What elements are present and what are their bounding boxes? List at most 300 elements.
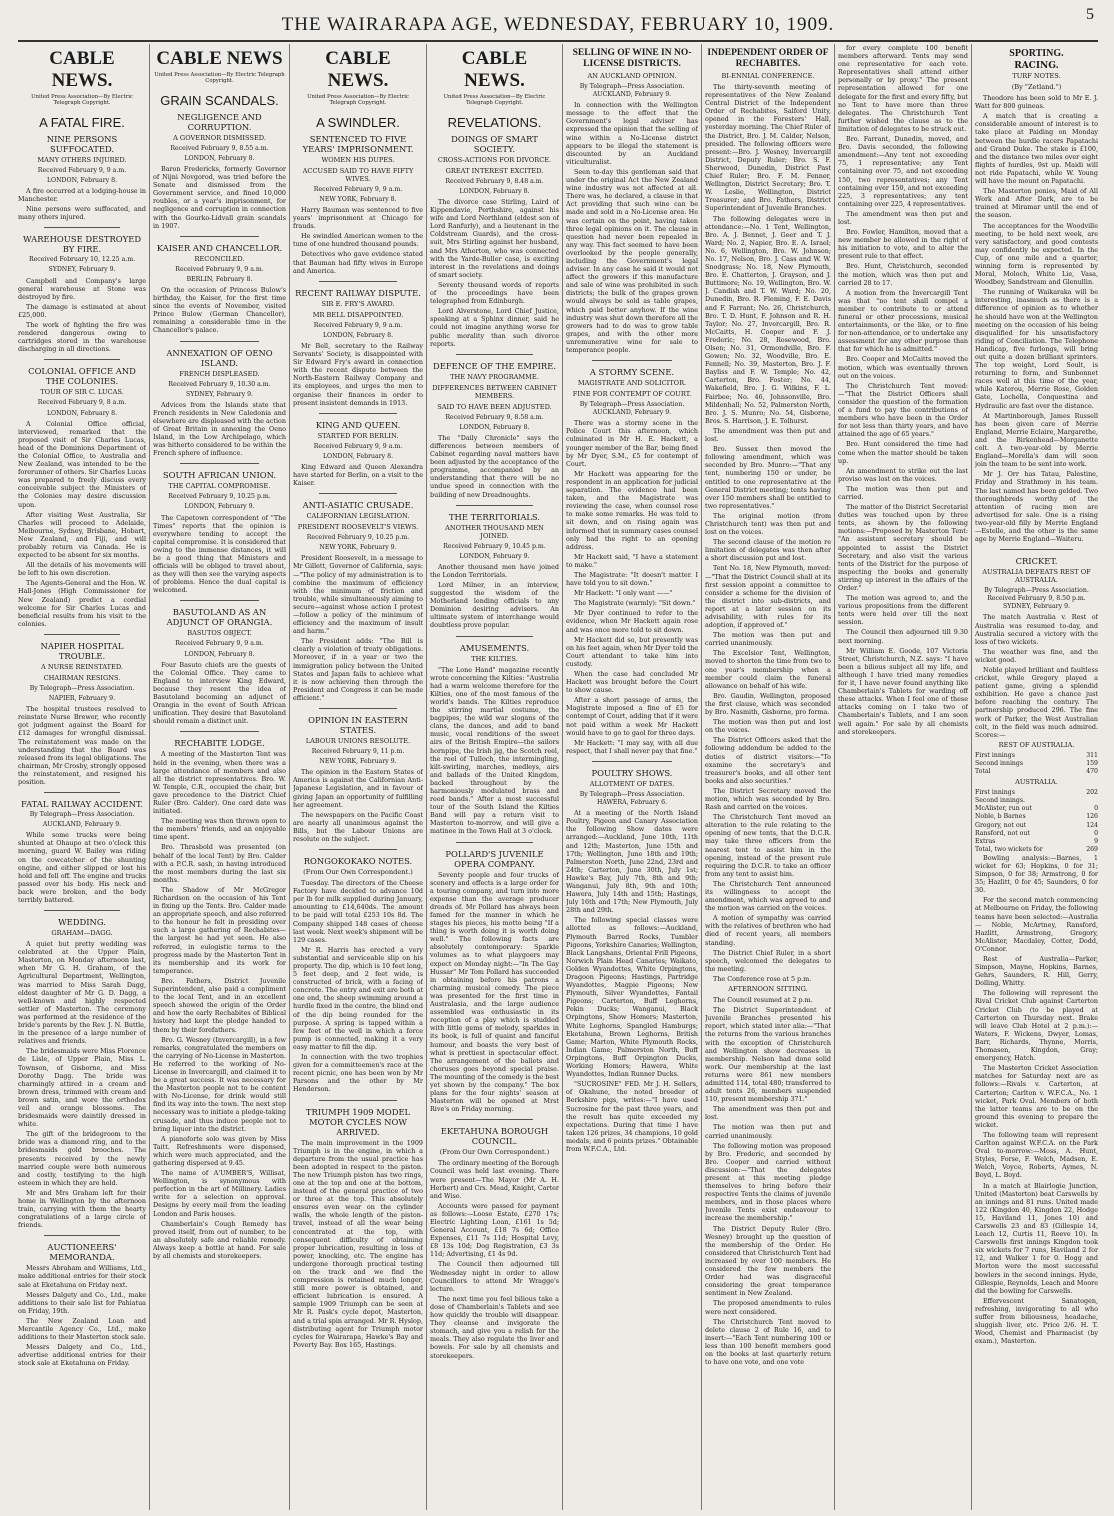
article-paragraph: Mr Hackett did so, but presently was on his feet again, when Mr Dyer told the Court attendant to take him into custody. [566, 635, 698, 668]
dateline: By Telegraph—Press Association. [29, 684, 135, 692]
article-paragraph: The District Deputy Ruler (Bro. Wesney) brought up the question of the membership of the Order. He considered that Christchurch Tent had increased by over 100 members. He considered the few members the Order had was disgraceful considering the great temperance sentiment in New Zealand. [705, 1224, 831, 1298]
article-paragraph: Mr Hackett said, "I have a statement to make." [566, 552, 698, 569]
section-divider [592, 761, 671, 762]
article-paragraph: Nine persons were suffocated, and many others injured. [18, 205, 146, 222]
article-paragraph: Harry Bauman was sentenced to five years' imprisonment at Chicago for frauds. [293, 206, 423, 231]
article-paragraph: The following special classes were allotted as follows:—Auckland, Plymouth Barred Rocks, Tumbler Pigeons, Yorkshire Canaries; Wellington, Black Langshans, Oriental Frill Pigeons, Norwich Plain Head Canaries; Waikato, Golden Wyandottes, White Orpingtons, Dragoon Pigeons; Hastings, Partridge Wyandottes, Magpie Pigeons; New Plymouth, Silver Wyandottes, Fantail Pigeons; Carterton, Buff Leghorns, Pekin Ducks; Wanganui, Black Orpingtons, Show Homers; Masterton, White Leghorns, Spangled Hamburgs; Eketahuna, Brown Leghorns, British Game; Marton, White Plymouth Rocks, Indian Game; Palmerston North, Buff Orpingtons, Buff Orpington Ducks, Working Homers; Hawera, White Wyandottes, Indian Runner Ducks. [566, 916, 698, 1079]
article-paragraph: The Magistrate (warmly): "Sit down." [574, 599, 696, 608]
deck: ANOTHER THOUSAND MEN JOINED. [445, 523, 544, 540]
article-paragraph: Detectives who gave evidence stated that Bauman had fifty wives in Europe and America. [293, 250, 423, 275]
score-row [975, 752, 1098, 760]
deck: AUSTRALIA. [1015, 778, 1058, 787]
score-value: 0 [1094, 805, 1098, 813]
article-paragraph: Effervescent Sanatogen, refreshing, invigorating to all who suffer from biliousness, headache, sluggish liver, etc. Price 2/6. H. T. Wood, Chemist and Pharmacist (by exam.), Masterton. [975, 1296, 1098, 1346]
dateline: LONDON, February 8. [322, 331, 394, 339]
score-label: McAlister, run out [975, 805, 1032, 813]
article-paragraph: The bridesmaids were Miss Florence de Lisle, of Upper Plain, Miss L. Townson, of Gisborne, and Miss Dorothy Dagg. The bride was charmingly attired in a cream and brown dress, trimmed with cream and brown satin, and wore the orthodox veil and orange blossoms. The bridesmaids were daintily dressed in white. [18, 1047, 146, 1129]
headline: GRAIN SCANDALS. [160, 92, 279, 108]
article-paragraph: "The Lone Hand" magazine recently wrote concerning the Kilties: "Australia had a warm welcome therefore for the Kilties, one of the most famous of the world's bands. The Kilties reproduce the stirring martial costume, the bagpipes, the wild war slogans of the clans, the dances, and add to band music, vocal renditions of the sweet airs of the British Empire—the sailors hornpipe, the Irish jig, the Scotch reel, the reel of Tulloch, the intermingling, kilt-swirling, marches, medleys, airs and ballads of the United Kingdom, backed throughout by the harmoniously modulated brass and reed bands." After a most successful tour of the South Island the Kilties Band will pay a return visit to Masterton to-morrow, and will give a matinee in the Town Hall at 3 o'clock. [430, 665, 559, 836]
article-paragraph: The gift of the bridegroom to the bride was a diamond ring, and to the bridesmaids gold brooches. The presents received by the newly married couple were both numerous and costly, testifying to the high esteem in which they are held. [18, 1130, 146, 1187]
deck: LABOUR UNIONS RESOLUTE. [305, 737, 411, 746]
article-paragraph: A quiet but pretty wedding was celebrated at the Upper Plain, Masterton, on Monday afternoon last, when Mr G. H. Graham, of the Agricultural Department, Wellington, was married to Miss Sarah Dagg, eldest daughter of Mr G. D. Dagg, a well-known and highly respected settler of Masterton. The ceremony was performed at the residence of the bride's parents by the Rev. J. N. Buttle, in the presence of a large number of relatives and friends. [18, 940, 146, 1046]
deck: THE KILTIES. [471, 654, 518, 663]
dateline: NAPIER, February 9. [48, 695, 116, 703]
article-paragraph: The matter of the District Secretarial duties was touched upon by three tents, as shown by the following motions:—Proposed by Masterton Tent: "An assistant secretary should be appointed to assist the District Secretary, and also visit the various tents of the District for the purpose of inspecting the books and generally stirring up interest in the affairs of the Order." [838, 503, 968, 592]
deck: BASUTOS OBJECT. [187, 629, 252, 638]
article-paragraph: for every complete 100 benefit members afterward. Tents may send one representative for each vote. Representatives shall attend either personally or by proxy." The present representation allowed for one delegate for the first and every fifty, but no Tent to have more than three delegates. The Christchurch Tent further wished the clause as to the limitation of delegates to be struck out. [838, 44, 968, 133]
deck: MR BELL DISAPPOINTED. [312, 310, 404, 319]
section-divider [180, 341, 260, 342]
article-paragraph: Noble played brilliant and faultless cricket, while Gregory played a patient game, giving a splendid exhibition. He gave a chance just before reaching the century. The partnership produced 296. The fine work of Parker, the West Australian colt, in the field was much admired. Scores:— [975, 666, 1098, 739]
press-credit: United Press Association—By Electric Telegraph Copyright. [443, 94, 546, 107]
section-divider [1000, 549, 1074, 550]
subheadline: BASUTOLAND AS AN ADJUNCT OF ORANGIA. [166, 607, 273, 628]
article-paragraph: Baron Fredericks, formerly Governor of Nijni Novgorod, was tried before the Senate and dismissed from the Government service, and fined 10,000 roubles, or a year's imprisonment, for negligence and corruption in connection with the Gourko-Lidvall grain scandals in 1907. [153, 165, 286, 230]
article-paragraph: Chamberlain's Cough Remedy has proved itself, from out of number, to be an absolutely safe and reliable remedy. Always keep a bottle at hand. For sale by all chemists and storekeepers. [153, 1219, 286, 1261]
column-rule [701, 44, 702, 1510]
article-paragraph: Tent No. 18, New Plymouth, moved:—"That the District Council shall at its first session appoint a committee to consider a scheme for the division of the district into sub-districts, and report at a later session on its advisability, with rules for its adoption, if approved of." [705, 564, 831, 630]
article-paragraph: In connection with the two trophies given for a committeemen's race at the recent picnic, one has been won by Mr Parsons and the other by Mr Henderson. [293, 1053, 423, 1094]
article-paragraph: The motion was agreed to, and the various propositions from the different tents were held over till the next session. [838, 594, 968, 627]
subheadline: POULTRY SHOWS. [591, 767, 673, 778]
article-paragraph: The proposed amendments to rules were next considered. [705, 1299, 831, 1316]
article-paragraph: The motion was then put and carried. [838, 484, 968, 501]
section-divider [44, 634, 121, 635]
article-paragraph: The following will represent the Rival Cricket Club against Carterton Cricket Club (to be played at Carterton on Thursday next. Brake will leave Club Hotel at 2 p.m.):—Waters, F. Wickens, Dwyer, Lomas, Barr, Richards, Thynne, Morris, Thomasen, Kingdon, Gray; emergency, Hatch. [975, 989, 1098, 1063]
score-value: 9 [1094, 837, 1098, 845]
score-label: Noble, b Barnes [975, 813, 1026, 821]
column-header: CABLE NEWS. [461, 48, 528, 91]
score-label: Second innings [975, 759, 1024, 767]
dateline: Received February 9, 9 a.m. [313, 185, 403, 193]
section-divider [319, 493, 397, 494]
article-paragraph: All the details of his movements will be left to his own discretion. [18, 561, 146, 578]
article-paragraph: A motion of sympathy was carried with the relatives of brethren who had died of recent years, all members standing. [705, 914, 831, 947]
subheadline: DEFENCE OF THE EMPIRE. [433, 360, 556, 371]
subheadline: COLONIAL OFFICE AND THE COLONIES. [28, 366, 136, 387]
dateline: Received February 9, 9 a.m. [313, 321, 403, 329]
article-paragraph: At a meeting of the North Island Poultry, Pigeon and Canary Association the following Show dates were arranged:—Auckland, June 10th, 11th and 12th; Masterton, June 15th and 17th; Wellington, June 18th and 19th; Palmerston North, June 22nd, 23rd and 24th; Carterton, June 30th, July 1st; Hawke's Bay, July 7th, 8th and 9th; Wanganui, July 8th, 9th and 10th; Hawera, July 14th and 15th; Hastings, July 16th and 17th; New Plymouth, July 28th and 29th. [566, 809, 698, 915]
score-value: 311 [1086, 751, 1098, 759]
section-divider [44, 792, 121, 793]
article-paragraph: The acceptances for the Woodville meeting, to be held next week, are very satisfactory, and good contests may confidently be expected. In the Cup, of one mile and a quarter, winning form is represented by Moral, Moloch, White Lie, Vasa, Woodbey, Sandstream and Glenullin. [975, 221, 1098, 287]
article-paragraph: Mr William E. Goode, 107 Victoria Street, Christchurch, N.Z. says: "I have been a bilious subject all my life, and although I have tried many remedies for it, I have never found anything like Chamberlain's Tablets for warding off these attacks. When I feel one of these attacks coming on I take two of Chamberlain's Tablets, and I am soon well again." For sale by all chemists and storekeepers. [838, 646, 968, 736]
deck: CALIFORNIAN LEGISLATION. [306, 512, 410, 521]
article-paragraph: Mr R. Harris has erected a very substantial and serviceable slip on his property. The dip, which is 10 feet long, 5 feet deep, and 2 feet wide, is constructed of brick, with a facing of concrete. The entry and exit are both at one end, the sheep swimming around a hurdle fixed in the centre, the blind end of the dip being rounded for the purpose. A spring is tapped within a few feet of the well in which a force pump is connected, making it a very easy matter to fill the dip. [293, 945, 423, 1051]
article-paragraph: The second clause of the motion re limitation of delegates was then after a short discussion put and lost. [705, 538, 831, 563]
column-header: CABLE NEWS. [325, 48, 391, 91]
deck: DIFFERENCES BETWEEN CABINET MEMBERS. [432, 383, 557, 400]
score-value: 269 [1086, 845, 1098, 853]
score-label: Extras [975, 837, 996, 845]
column-8 [975, 44, 1098, 1510]
article-paragraph: The Christchurch Tent moved an alteration to the rule relating to the opening of new tents, that the D.C.R. may take three officers from the nearest tent to assist him in the opening, instead of the present rule requiring the D.C.R. to take an officer from any tent to assist him. [705, 813, 831, 878]
article-paragraph: The meeting was then thrown open to the members' friends, and an enjoyable time spent. [153, 817, 286, 842]
subheadline: AMUSEMENTS. [459, 642, 530, 653]
score-label: First innings [975, 751, 1015, 759]
section-divider [592, 360, 671, 361]
article-paragraph: Mr and Mrs Graham left for their home in Wellington by the afternoon train, carrying with them the hearty congratulations of a large circle of friends. [18, 1188, 146, 1230]
article-paragraph: The opinion in the Eastern States of America is against the Californian Anti-Japanese Legislation, and in favour of giving Japan an opportunity of fulfilling her agreement. [293, 768, 423, 809]
article-paragraph: The following delegates were in attendance:—No. 1 Tent, Wellington, Bro. A. J. Bennet, J. Geer and T. J. Ward; No. 2, Napier, Bro. E. A. Israel; No. 6, Wellington, Bro. W. Johnson; No. 17, Nelson, Bro. J. Cass and W. W. Snodgrass; No. 18, New Plymouth, Bro. E. Chatterton, J. Grayson, and J. Buttimore; No. 19, Wellington, Bro. W. J. Candish and T. W. Ward; No. 20, Dunedin, Bro. R. Fleming, F. E. Davis and F. Farrant; No. 26, Christchurch, Bro. T. D. Hunt, F. Johnson and R. H. Taylor; No. 27, Invercargill, Bro. R. McCaitts, H. Cooper and F. J. Frederic; No. 28, Rosewood, Bro. Olsen; No. 31, Ormondville, Bro. F. Gowen; No. 32, Woodville, Bro. E. Fennell; No. 39, Masterton, Bro. J. F. Bayliss and F. W. Temple; No. 42, Carterton, Bro. Foster; No. 44, Wakefield, Bro. J. G. Wilkins, F. L. Fairbee; No. 46, Johnsonville, Bro. Mildenhall; No. 52, Palmerston North, Bro. J. S. Munro; No. 54, Gisborne, Bros. S. Harrison, J. E. Tolhurst. [705, 214, 831, 425]
deck: AFTERNOON SITTING. [728, 985, 808, 994]
article-paragraph: The thirty-seventh meeting of representatives of the New Zealand Central District of the Independent Order of Rechabites, Salford Unity, opened in the Foresters' Hall, yesterday morning. The Chief Ruler of the District, Bro. J. M. Calder, Nelson, presided. The following officers were present:—Bro. J. Wesney, Invercargill District, Deputy Ruler; Bro. S. F. Sherwood, Dunedin, District Past Chief Ruler; Bro. F. M. Fenner, Wellington, District Secretary; Bro. T. W. Leslie, Wellington, District Treasurer; and Bro. Fathers, District Superintendent of Juvenile Branches. [705, 83, 831, 213]
article-paragraph: In connection with the Wellington message to the effect that the Government's legal adviser has expressed the opinion that the selling of wine within a No-License district appears to be illegal the statement is discounted by an Auckland viticulturalist. [566, 101, 698, 166]
subheadline: WEDDING. [58, 917, 106, 928]
article-paragraph: Mr Hackett was appearing for the respondent in an application for judicial separation. The evidence had been taken, and the Magistrate was reviewing the case, when counsel rose to make some remarks. He was told to sit down, and on rising again was informed that in summary cases counsel only had the right to an opening address. [566, 469, 698, 551]
deck: REST OF AUSTRALIA. [998, 740, 1075, 749]
article-paragraph: The damage is estimated at about £25,000. [18, 302, 146, 319]
dateline: BERLIN, February 8. [186, 275, 253, 283]
subheadline: THE TERRITORIALS. [448, 511, 541, 522]
subheadline: EKETAHUNA BOROUGH COUNCIL. [440, 1126, 549, 1147]
section-divider [319, 1100, 397, 1101]
article-paragraph: The "Daily Chronicle" says the differences between members of Cabinet regarding naval matters have been adjusted by the acceptance of the programme, accompanied by an understanding that there will be no undue speed in connection with the building of new Dreadnoughts. [430, 433, 559, 499]
dateline: AUCKLAND, February 9. [42, 821, 122, 829]
section-divider [319, 849, 397, 850]
article-paragraph: The District Officers asked that the following addendum be added to the duties of district visitors:—"To examine the secretary's and treasurer's books, and all other tent books and also securities." [705, 736, 831, 785]
subheadline: NINE PERSONS SUFFOCATED. [46, 133, 118, 154]
article-paragraph: Bro. Hunt considered the time had come when the matter should be taken up. [838, 440, 968, 465]
headline: A FATAL FIRE. [39, 114, 125, 130]
subheadline: NAPIER HOSPITAL TROUBLE. [40, 640, 124, 661]
column-header: SPORTING. [1009, 48, 1064, 59]
dateline: NEW YORK, February 9. [319, 758, 397, 766]
score-value: 0 [1094, 829, 1098, 837]
section-label: RACING. [1014, 61, 1059, 71]
score-row [975, 760, 1098, 768]
article-paragraph: When the case had concluded Mr Hackett was brought before the Court to show cause. [566, 670, 698, 695]
article-paragraph: The Magistrate: "It doesn't matter. I have told you to sit down." [566, 570, 698, 588]
article-paragraph: The running of Waikaraka will be interesting, inasmuch as there is a difference of opinion as to whether he should have won at the Wellington meeting on the occasion of his being disqualified for his unsatisfactory riding of Conciliation. The Telephone Handicap, five furlongs, will bring out quite a dozen brilliant sprinters. The top weight, Lord Soult, is returning to form, and Sunbonnet races well at this time of the year, while Katerou, Merrie Rose, Golden Gate, Lochella, Conquestina and Hydraulic are fast over the distance. [975, 288, 1098, 410]
dateline: LONDON, February 8. [184, 650, 255, 658]
deck: FRENCH DISPLEASED. [179, 369, 260, 378]
article-paragraph: The New Zealand Loan and Mercantile Agency Co., Ltd., make additions to their Masterton stock sale. [18, 1316, 146, 1342]
section-divider [456, 505, 533, 506]
article-paragraph: Messrs Abraham and Williams, Ltd., make additional entries for their stock sale at Eketahuna on Friday next. [18, 1264, 146, 1289]
deck: GREAT INTEREST EXCITED. [445, 166, 544, 175]
column-rule [149, 44, 150, 1510]
section-divider [456, 354, 533, 355]
article-paragraph: President Roosevelt, in a message to Mr Gillett, Governor of California, says:—"The policy of my administration is to combine the maximum of efficiency with the minimum of friction and trouble, while simultaneously aiming to secure—against whose action I protest—follow a policy of the minimum of efficiency and the maximum of insult and harm." [293, 554, 423, 636]
deck: BI-ENNIAL CONFERENCE. [721, 72, 815, 80]
deck: RECONCILED. [194, 254, 245, 263]
column-4 [430, 44, 559, 1510]
deck: GRAHAM—DAGG. [51, 929, 113, 938]
article-paragraph: The amendment was then put and lost. [838, 209, 968, 226]
article-paragraph: The Agents-General and the Hon. W. Hall-Jones (High Commissioner for New Zealand) predict a cordial welcome for Sir Charles Lucas and beneficial results from his visit to the colonies. [18, 579, 146, 628]
article-paragraph: Accounts were passed for payment as follows:—Loose Estate, £270 17s; Electric Lighting Loan, £161 1s 5d; General Account, £18 7s 6d; Office Expenses, £11 7s 11d; Hospital Levy, £8 13s 10d; Dog Registration, £3 3s 11d; Advertising, £1 4s 9d. [430, 1201, 559, 1259]
article-paragraph: Four Basuto chiefs are the guests of the Colonial Office. They came to England to interview King Edward, because they resent the idea of Basutoland becoming an adjunct of Orangia in the event of South African unification. They desire that Basutoland should remain a distinct unit. [153, 660, 286, 726]
dateline: Received February 9, 9 a.m. [175, 265, 264, 273]
subheadline: SENTENCED TO FIVE YEARS' IMPRISONMENT. [302, 133, 414, 154]
dateline: Received February 9, 10.25 p.m. [168, 493, 271, 501]
deck: TOUR OF SIR C. LUCAS. [40, 388, 124, 397]
subheadline: RONGOKOKAKO NOTES. [303, 856, 413, 867]
press-credit: United Press Association—By Electric Telegraph Copyright. [154, 72, 285, 85]
subheadline: POLLARD'S JUVENILE OPERA COMPANY. [445, 848, 544, 869]
column-rule [834, 44, 835, 1510]
column-header: SELLING OF WINE IN NO-LICENSE DISTRICTS. [572, 48, 692, 69]
score-row [975, 822, 1098, 830]
dateline: Received February 9, 10.25 p.m. [306, 534, 410, 542]
article-paragraph: Seen to-day this gentleman said that under the original Act the New Zealand wine industry was not affected at all. There was, he declared, a clause in that Act providing that such wine can be made and sold in a No-License area. He was certain on the point, having taken three legal opinions on it. The clause in question had never been repealed in any way. This fact seemed to have been overlooked by the people generally, including the Government's legal adviser. In any case he said it would not affect the growers if this manufacture and sale of wine was prohibited in such districts; the bulk of the grapes grown would always be sold as table grapes, which paid better anyhow. If the wine industry was shut down therefore all the growers had to do was to grow table grapes, and with the other more unremunerative wine for sale to temperance people. [566, 167, 698, 354]
column-6 [705, 44, 831, 1510]
article-paragraph: The motion was then put and carried unanimously. [705, 631, 831, 648]
article-paragraph: Advices from the Islands state that French residents in New Caledonia and elsewhere are displeased with the action of Great Britain in annexing the Oeno Island, in the Low Archipelago, which was hitherto considered to be within the French sphere of influence. [153, 400, 286, 458]
score-row [975, 846, 1098, 854]
deck: A GOVERNOR DISMISSED. [173, 133, 266, 142]
score-table [975, 789, 1098, 854]
dateline: LONDON, February 8. [459, 423, 530, 431]
article-paragraph: Rest of Australia—Parker, Simpson, Mayne, Hopkins, Barnes, Gehrs, Saunders, R. Hill, Gerry, Dolling, Whitty. [975, 955, 1098, 988]
subheadline: NEGLIGENCE AND CORRUPTION. [177, 111, 262, 132]
article-paragraph: Mr Hackett: "I only want ——" [574, 589, 673, 598]
subheadline: OPINION IN EASTERN STATES. [308, 715, 408, 736]
article-paragraph: The District Secretary moved the motion, which was seconded by Bro. Rash and carried on the voices. [705, 786, 831, 812]
column-header: INDEPENDENT ORDER OF RECHABITES. [707, 48, 829, 69]
subheadline: DOINGS OF SMART SOCIETY. [451, 133, 538, 154]
article-paragraph: The original motion (from Christchurch tent) was then put and lost on the voices. [705, 511, 831, 537]
article-paragraph: Mr Dyer continued to refer to the evidence, when Mr Hackett again rose and was once more told to sit down. [566, 609, 698, 634]
dateline: Received February 9, 10.45 p.m. [443, 542, 546, 550]
article-paragraph: The following motion was proposed by Bro. Frederic, and seconded by Bro. Cooper and carried without discussion:—"That the delegates present at this meeting pledge themselves to bring before their respective Tents the claims of juvenile members, and in those places where Juvenile Tents exist endeavour to increase the membership." [705, 1141, 831, 1223]
article-paragraph: The Capetown correspondent of "The Times" reports that the opinion is everywhere tending to accept the capital compromise. It is considered that owing to the immense distances, it will be a good thing that Ministers and officials will be obliged to travel about, as they will then see the varying aspects of problems. Hence the dual capital is welcomed. [153, 513, 286, 595]
article-paragraph: The ordinary meeting of the Borough Council was held last evening. There were present—The Mayor (Mr A. H. Herbert) and Crs. Mead, Knight, Carter and Wise. [430, 1159, 559, 1200]
section-divider [319, 708, 397, 709]
article-paragraph: The District Chief Ruler, in a short speech, welcomed the delegates to the meeting. [705, 948, 831, 973]
dateline: LONDON, February 8. [322, 452, 394, 460]
article-paragraph: Campbell and Company's large general warehouse at Stone was destroyed by fire. [18, 276, 146, 301]
article-paragraph: The weather was fine, and the wicket good. [975, 647, 1098, 664]
section-divider [44, 227, 121, 228]
article-paragraph: While some trucks were being shunted at Ohaupo at two o'clock this morning, guard W. Bailey was riding on the cowcatcher of the shunting engine, and either slipped or lost his hold and fell off. The engine and trucks passed over his body. His neck and back were broken, and the body terribly battered. [18, 831, 146, 904]
article-paragraph: On the occasion of Princess Bulow's birthday, the Kaiser, for the first time since the events of November, visited Prince Bulow (German Chancellor), remaining a considerable time in the Chancellor's palace. [153, 285, 286, 335]
article-paragraph: Seventy people and four trucks of scenery and effects is a large order for a touring company, and turn into more expense than the average producer dreads of. Mr Pollard has always been famed for the manner in which he stages his pieces, his motto being "If a thing is worth doing it is worth doing well." The following facts are absolutely contemporary: Sparkle volumes as to what playgoers may expect on Monday night:—"In The Gay Hussar" Mr Tom Pollard has succeeded in obtaining before his patrons a charming musical comedy. The piece was presented for the first time in Australasia, and the large audience assembled was enthusiastic in its reception of a play which is studded with little gems of melody, sparkles in its book, is full of quaint and fanciful humour, and boasts the very best of what is prettiest in spectacular effect. The arrangement of the ballets and choruses goes beyond special praise. The mounting of the comedy is the best yet shown by the company." The box plans for the four nights' season at Masterton will be opened at Mrst Rive's on Friday morning. [430, 870, 559, 1114]
dateline: Received February 9, 9 a.m. [313, 442, 403, 450]
column-header: CABLE NEWS [156, 48, 283, 69]
article-paragraph: The Christchurch Tent announced its willingness to accept the amendment, which was agreed to and the motion was carried on the voices. [705, 879, 831, 913]
dateline: SYDNEY, February 9. [48, 266, 116, 274]
article-paragraph: King Edward and Queen Alexandra have started for Berlin, on a visit to the Kaiser. [293, 462, 423, 488]
article-paragraph: The name of A'UMBER'S, Willisat, Wellington, is synonymous with perfection in the art of Millinery. Ladies write for a selection on approval. Designs by every mail from the leading London and Paris houses. [153, 1169, 286, 1218]
article-paragraph: Bro. Sussex then moved the following amendment, which was seconded by Bro. Munro:—"That any tent, numbering 150 or under, be entitled to one representative at the General District meeting; tents having over 150 members shall be entitled to two representatives." [705, 445, 831, 510]
section-divider [456, 842, 533, 843]
column-rule [289, 44, 290, 1510]
subheadline: FATAL RAILWAY ACCIDENT. [21, 799, 143, 810]
score-value: 126 [1086, 813, 1098, 821]
article-paragraph: Bowling analysis:—Barnes, 1 wicket for 63; Hopkins, 0 for 31; Simpson, 0 for 38; Armstrong, 0 for 35; Hazlitt, 0 for 45; Saunders, 0 for 30. [975, 853, 1098, 895]
score-row [975, 830, 1098, 838]
article-paragraph: The next time you feel bilious take a dose of Chamberlain's Tablets and see how quickly the trouble will disappear. They cleanse and invigorate the stomach, and give you a relish for the meals. They also regulate the liver and bowels. For sale by all chemists and storekeepers. [430, 1294, 559, 1360]
article-paragraph: Theodore has been sold to Mr E. J. Watt for 800 guineas. [975, 94, 1098, 111]
score-value: 124 [1086, 821, 1098, 829]
deck: SAID TO HAVE BEEN ADJUSTED. [437, 402, 552, 411]
article-paragraph: The newspapers on the Pacific Coast are nearly all unanimous against the Bills, but the Labour Unions are resolute on the subject. [293, 810, 423, 843]
dateline: By Telegraph—Press Association. HAWERA, February 6. [579, 790, 685, 807]
deck: AN AUCKLAND OPINION. [587, 72, 677, 80]
dateline: By Telegraph—Press Association. [29, 811, 135, 819]
column-rule [562, 44, 563, 1510]
dateline: Received February 9, 8 a.m. [37, 399, 127, 407]
column-5 [566, 44, 698, 1510]
article-paragraph: Messrs Dalgety and Co., Ltd., advertise additional entries for their stock sale at Eketahuna on Friday. [18, 1343, 146, 1368]
dateline: LONDON, February 8. [46, 409, 118, 417]
column-1 [18, 44, 146, 1510]
deck: THE CAPITAL COMPROMISE. [168, 482, 271, 491]
score-label: Total [975, 768, 991, 776]
score-row [975, 768, 1098, 776]
dateline: By Telegraph—Press Association. AUCKLAND, February 9. [579, 83, 685, 99]
article-paragraph: The Council resumed at 2 p.m. [713, 996, 813, 1005]
page-number: 5 [1086, 6, 1094, 23]
article-paragraph: Lord Milner, in an interview, suggested the wisdom of the Motherland lending officials to any Dominion desiring advisers. An ultimate system of interchange would doubtless prove popular. [430, 581, 559, 630]
deck: (From Our Own Correspondent.) [439, 1148, 550, 1157]
dateline: Received February 9, 8.55 a.m. [170, 144, 269, 152]
article-paragraph: The Christchurch Tent moved to delete clause 2 of Rule 16, and to insert:—"Each Tent numbering 100 or less than 100 benefit members good on the books at last quarterly return to have one vote, and one vote [705, 1317, 831, 1367]
article-paragraph: The Council then adjourned till Wednesday night in order to allow Councillors to attend Mr Wragge's lecture. [430, 1260, 559, 1293]
score-label: Gregory, not out [975, 821, 1027, 829]
section-divider [180, 236, 260, 237]
subheadline: TRIUMPH 1909 MODEL MOTOR CYCLES NOW ARRIVED. [305, 1106, 411, 1137]
deck: AUSTRALIA DEFEATS REST OF AUSTRALIA. [982, 568, 1091, 585]
score-table [975, 752, 1098, 776]
score-value: 159 [1086, 759, 1098, 767]
dateline: Received February 9, 8.58 a.m. [445, 413, 544, 421]
article-paragraph: The President adds: "The Bill is clearly a violation of treaty obligations. Moreover, if in a year or two the immigration policy between the United States and Japan fails to achieve what it is now achieving then through the President and Congress it can be made efficient." [293, 637, 423, 702]
article-paragraph: The District Superintendent of Juvenile Branches presented his report, which stated inter alia:—"That the returns from the various branches with the exception of Christchurch and Wellington show decreases in membership. Nelson had done solid work. Our membership at the last returns were 861 new members admitted 114, total 480; transferred to adult tents 26, members suspended 110, present membership 371." [705, 1006, 831, 1104]
article-paragraph: "SUCROSINE" FED. Mr J. H. Sellers, of Okahune, the noted breeder of Berkshire pigs, writes:—"I have used Sucrosine for the past three years, and the result has quite exceeded my expectations. During that time I have taken 126 prizes, 34 champions, 10 gold medals, and 6 points prizes." Obtainable from W.F.C.A., Ltd. [566, 1080, 698, 1153]
subheadline: RECENT RAILWAY DISPUTE. [295, 287, 421, 298]
deck: CHAIRMAN RESIGNS. [43, 673, 121, 682]
section-divider [456, 636, 533, 637]
article-paragraph: The motion was then put and lost on the voices. [705, 718, 831, 735]
article-paragraph: A meeting of the Masterton Tent was held in the evening, when there was a large attendance of members and also all the district representatives. Bro. W. W. Temple, C.R., occupied the chair, but gave precedence to the District Chief Ruler (Bro. Calder). One card date was initiated. [153, 750, 286, 816]
article-paragraph: A motion from the Invercargill Tent was that "no tent shall compel a member to contribute to or attend funeral or other processions, musical entertainments, or the like, or to fine for non-attendance, or to undertake any assessment for any other purpose than that for which he is admitted." [838, 288, 968, 354]
article-paragraph: The following team will represent Carlton against W.F.C.A. on the Park Oval to-morrow:—Moss, A. Hunt, Styles, Forse, F. Welch, Madsen, E. Welch, Voyce, Roberts, Aymes, N. Boyd, L. Boyd. [975, 1130, 1098, 1180]
dateline: Received February 9, 8.48 a.m. [445, 177, 544, 185]
subheadline: RECHABITE LODGE. [174, 738, 265, 749]
article-paragraph: Bro. Farrant, Dunedin, moved, and Bro. Davis seconded, the following amendment:—Any tent not exceeding 75, 1 representative; any Tent containing over 75, and not exceeding 150, two representatives; any Tent containing over 150, and not exceeding 225, 3 representatives; any tent containing over 225, 4 representatives. [838, 135, 968, 208]
score-value: 202 [1086, 789, 1098, 797]
dateline: LONDON, February 9. [184, 503, 255, 511]
deck: TURF NOTES. [1012, 72, 1061, 81]
section-divider [44, 1235, 121, 1236]
column-rule [971, 44, 972, 1510]
headline: REVELATIONS. [447, 114, 542, 130]
article-paragraph: After a short passage of arms, the Magistrate imposed a fine of £5 for contempt of Court, adding that if it were not paid within a week Mr Hackett would have to go to gaol for three days. [566, 696, 698, 737]
deck: WOMEN HIS DUPES. [321, 155, 395, 164]
dateline: NEW YORK, February 9. [319, 544, 397, 552]
article-paragraph: Bro. Cooper and McCaitts moved the motion, which was eventually thrown out on the voices. [838, 355, 968, 380]
masthead [18, 0, 1098, 42]
deck: CROSS-ACTIONS FOR DIVORCE. [437, 155, 552, 164]
article-paragraph: The Masterton Cricket Association matches for Saturday next are as follows:—Rivals v. Carterton, at Carterton; Carlton v. W.F.C.A., No. 1 wicket, Park Oval. Members of both the latter teams are to be on the ground this evening to prepare the wicket. [975, 1064, 1098, 1129]
section-divider [180, 600, 260, 601]
deck: (From Our Own Correspondent.) [303, 868, 413, 877]
article-paragraph: An amendment to strike out the last proviso was lost on the voices. [838, 466, 968, 483]
score-row [975, 789, 1098, 797]
article-paragraph: The hospital trustees resolved to reinstate Nurse Brewer, who recently got judgment against the Board for £12 damages for wrongful dismissal. The reinstatement was made on the understanding that the Board was released from its legal obligations. The chairman, Mr Crosby, strongly opposed the reinstatement, and resigned his position. [18, 705, 146, 786]
article-paragraph: A match that is creating a considerable amount of interest is to take place at Paiding on Monday between the hurdle racers Papatachi and Grand Duke. The stake is £100, and the distance two miles over eight flights of hurdles, 9st up. Maidi will not ride Papatachi, while W. Young will have the mount on Papatachi. [975, 112, 1098, 186]
dateline: NEW YORK, February 8. [319, 195, 397, 203]
deck: THE NAVY PROGRAMME. [450, 372, 539, 381]
deck: STARTED FOR BERLIN. [317, 431, 399, 440]
article-paragraph: The divorce case Stirling, Laird of Kippendavie, Perthshire, against his wife and Lord Northland (eldest son of Lord Ranfurly), and a lieutenant in the Coldstream Guards), and the cross-suit, Mrs Stirling against her husband, and Mrs Atherton, who was connected with the Yarde-Buller case, is exciting interest in the revelations and doings of smart society. [430, 198, 559, 279]
section-divider [180, 731, 260, 732]
subheadline: KAISER AND CHANCELLOR. [156, 242, 283, 253]
dateline: SYDNEY, February 9. [186, 390, 253, 398]
score-label: Total, two wickets for [975, 845, 1043, 853]
article-paragraph: Bro. Hunt, Christchurch, seconded the motion, which was then put and carried 28 to 17. [838, 262, 968, 287]
article-paragraph: Mr Bell, secretary to the Railway Servants' Society, is disappointed with Sir Edward Fry's award in connection with the recent dispute between the North-Eastern Railway Company and its employees, and urges the men to organise their finances in order to present insistent demands in 1913. [293, 341, 423, 407]
article-paragraph: Tuesday. The directors of the Cheese Factory have decided to advance 10d per lb for milk supplied during January, amounting to £14,640ds. The amount to be paid will total £253 10s 8d. The Company shipped 148 cases of cheese last week. Next week's shipment will be 129 cases. [293, 879, 423, 944]
dateline: LONDON, February 8. [459, 187, 530, 195]
article-paragraph: There was a stormy scene in the Police Court this afternoon, which culminated in Mr H. E. Hackett, a younger member of the Bar, being fined by Mr Dyer, S.M., £5 for contempt of Court. [566, 419, 698, 468]
article-paragraph: The Council then adjourned till 9.30 next morning. [838, 628, 968, 645]
deck: PRESIDENT ROOSEVELT'S VIEWS. [297, 523, 419, 532]
deck: MANY OTHERS INJURED. [37, 155, 127, 164]
article-paragraph: The match Australia v. Rest of Australia was resumed to-day, and Australia secured a victory with the loss of two wickets. [975, 613, 1098, 646]
article-paragraph: Messrs Dalgety and Co., Ltd., make additions to their sale list for Pahiatua on Friday, 19th. [18, 1290, 146, 1315]
article-paragraph: The Excelsior Tent, Wellington, moved to shorten the time from two to one year's membership when a member could claim the funeral allowance on behalf of his wife. [705, 649, 831, 690]
article-paragraph: Another thousand men have joined the London Territorials. [430, 562, 559, 579]
score-label: Ransford, not out [975, 829, 1030, 837]
subheadline: AUCTIONEERS' MEMORANDA. [47, 1242, 117, 1263]
score-value: 470 [1086, 768, 1098, 776]
subheadline: CRICKET. [1015, 556, 1058, 567]
article-paragraph: Mr J. Orr has Tatau, Palestine, Friday and Strathmoy in his team. The last named has been gelded. Two thoroughbreds worthy of the attention of racing men are advertised for sale. One is a rising two-year-old filly by Merrie England—Estelle, and the other is the same age by Merrie England—Waiteru. [975, 470, 1098, 544]
deck: ACCUSED SAID TO HAVE FIFTY WIVES. [302, 166, 414, 183]
article-paragraph: Mr Hackett: "I may say, with all due respect, that I shall never pay that fine." [566, 738, 698, 755]
article-paragraph: Bro. Fathers, District Juvenile Superintendent, also paid a compliment to the local Tent, and in an excellent speech showed the origin of the Order and how the early Rechabites of Biblical history had kept the pledge handed to them by their forefathers. [153, 976, 286, 1034]
article-paragraph: Bro. Gaudin, Wellington, proposed the first clause, which was seconded by Bro. Nasmith, Gisborne, pro forma. [705, 691, 831, 717]
article-paragraph: Bro. G. Wesney (Invercargill), in a few remarks, congratulated the members on the carrying of No-License in Masterton. He referred to the working of No-License in Invercargill, and claimed it to be a great success. It was necessary for the Masterton people not to be content with No-License, for drink would still find its way into the town. The next step necessary was to initiate a pledge-taking crusade, and thus induce people not to bring liquor into the district. [153, 1035, 286, 1133]
score-row [975, 797, 1098, 805]
deck: SIR E. FRY'S AWARD. [321, 299, 395, 308]
dateline: Received February 9, 10.30 a.m. [168, 380, 271, 388]
dateline: Received February 9, 9 a.m. [175, 640, 264, 648]
article-paragraph: A Colonial Office official, interviewed, remarked that the proposed visit of Sir Charles Lucas, head of the Dominions Department of the Colonial Office, to Australia and New Zealand, was intended to be the forerunner of others. Sir Charles Lucas was prepared to freely discuss every conceivable subject the Ministers of the Colonies may desire discussion upon. [18, 419, 146, 509]
article-paragraph: The main improvement in the 1909 Triumph is in the engine, in which a departure from the usual practice has been adopted in respect to the piston. The new Triumph piston has two rings, one at the top and one at the bottom, instead of the general practice of two or three at the top. This absolutely ensures even wear on the cylinder walls, the whole length of the piston-travel, instead of all the wear being concentrated at the top, with consequent difficulty of obtaining proper lubrication, resulting in loss of power, knocking, etc. The engine has undergone thorough practical testing on the track and we find the compression is retained much longer, still more power is obtained, and efficient lubrication is ensured. A sample 1909 Triumph can be seen at Mr R. Pask's cycle depot, Masterton, and a trial spin arranged. Mr R. Hyslop, distributing agent for Triumph motor cycles for Wairarapa, Hawke's Bay and Poverty Bay. Box 165, Hastings. [293, 1138, 423, 1349]
article-paragraph: The Masterton ponies, Maid of All Work and After Dark, are to be trained at Miramar until the end of the season. [975, 187, 1098, 220]
deck: MAGISTRATE AND SOLICITOR. [577, 379, 687, 388]
subheadline: ANTI-ASIATIC CRUSADE. [302, 500, 414, 511]
section-divider [180, 463, 260, 464]
score-row [975, 838, 1098, 846]
subheadline: SOUTH AFRICAN UNION. [162, 470, 277, 481]
section-divider [44, 359, 121, 360]
dateline: By Telegraph—Press Association. AUCKLAND, February 9. [579, 401, 685, 417]
deck: A NURSE REINSTATED. [40, 662, 124, 671]
column-3 [293, 44, 423, 1510]
column-rule [426, 44, 427, 1510]
dateline: Received February 9, 9 a.m. [37, 166, 127, 174]
dateline: LONDON, February 8. [46, 176, 118, 184]
subheadline: KING AND QUEEN. [315, 419, 401, 430]
section-divider [456, 1119, 533, 1120]
article-paragraph: Seventy thousand words of reports of the proceedings have been telegraphed from Edinburgh. [430, 280, 559, 306]
newspaper-title: THE WAIRARAPA AGE, WEDNESDAY, FEBRUARY 10, 1909. [281, 14, 835, 35]
subheadline: ANNEXATION OF OENO ISLAND. [166, 347, 273, 368]
dateline: LONDON, February 9. [459, 552, 530, 560]
article-paragraph: In a match at Blairlogie Junction, United (Masterton) beat Carswells by an innings and 81 runs. United made 122 (Kingdon 40, Kingdon 22, Hodge 15, Haviland 11, Jones 10) and Carswells 23 and 83 (Gillespie 14, Leach 12, Curtis 11, Reeve 10). In Carswells first innings Kingdon took six wickets for 7 runs, Haviland 2 for 12, and Walker 1 for 0. Hogg and Morton were the most successful bowlers in the second innings. Hyde, Gillespie, Reynolds, Leach and Moore did the bowling for Carswells. [975, 1181, 1098, 1295]
article-paragraph: The motion was then put and carried unanimously. [705, 1123, 831, 1140]
article-paragraph: After visiting West Australia, Sir Charles will proceed to Adelaide, Melbourne, Sydney, Brisbane, Hobart, New Zealand, and Fiji, and will probably return via Canada. He is expected to be absent for six months. [18, 510, 146, 560]
article-paragraph: The Christchurch Tent moved:—"That the District Officers shall consider the question of the formation of a fund to pay the contributions of members who have been in the Order for not less than thirty years, and have attained the age of 65 years." [838, 381, 968, 439]
article-paragraph: He swindled American women to the tune of one hundred thousand pounds. [293, 232, 423, 249]
section-divider [44, 910, 121, 911]
